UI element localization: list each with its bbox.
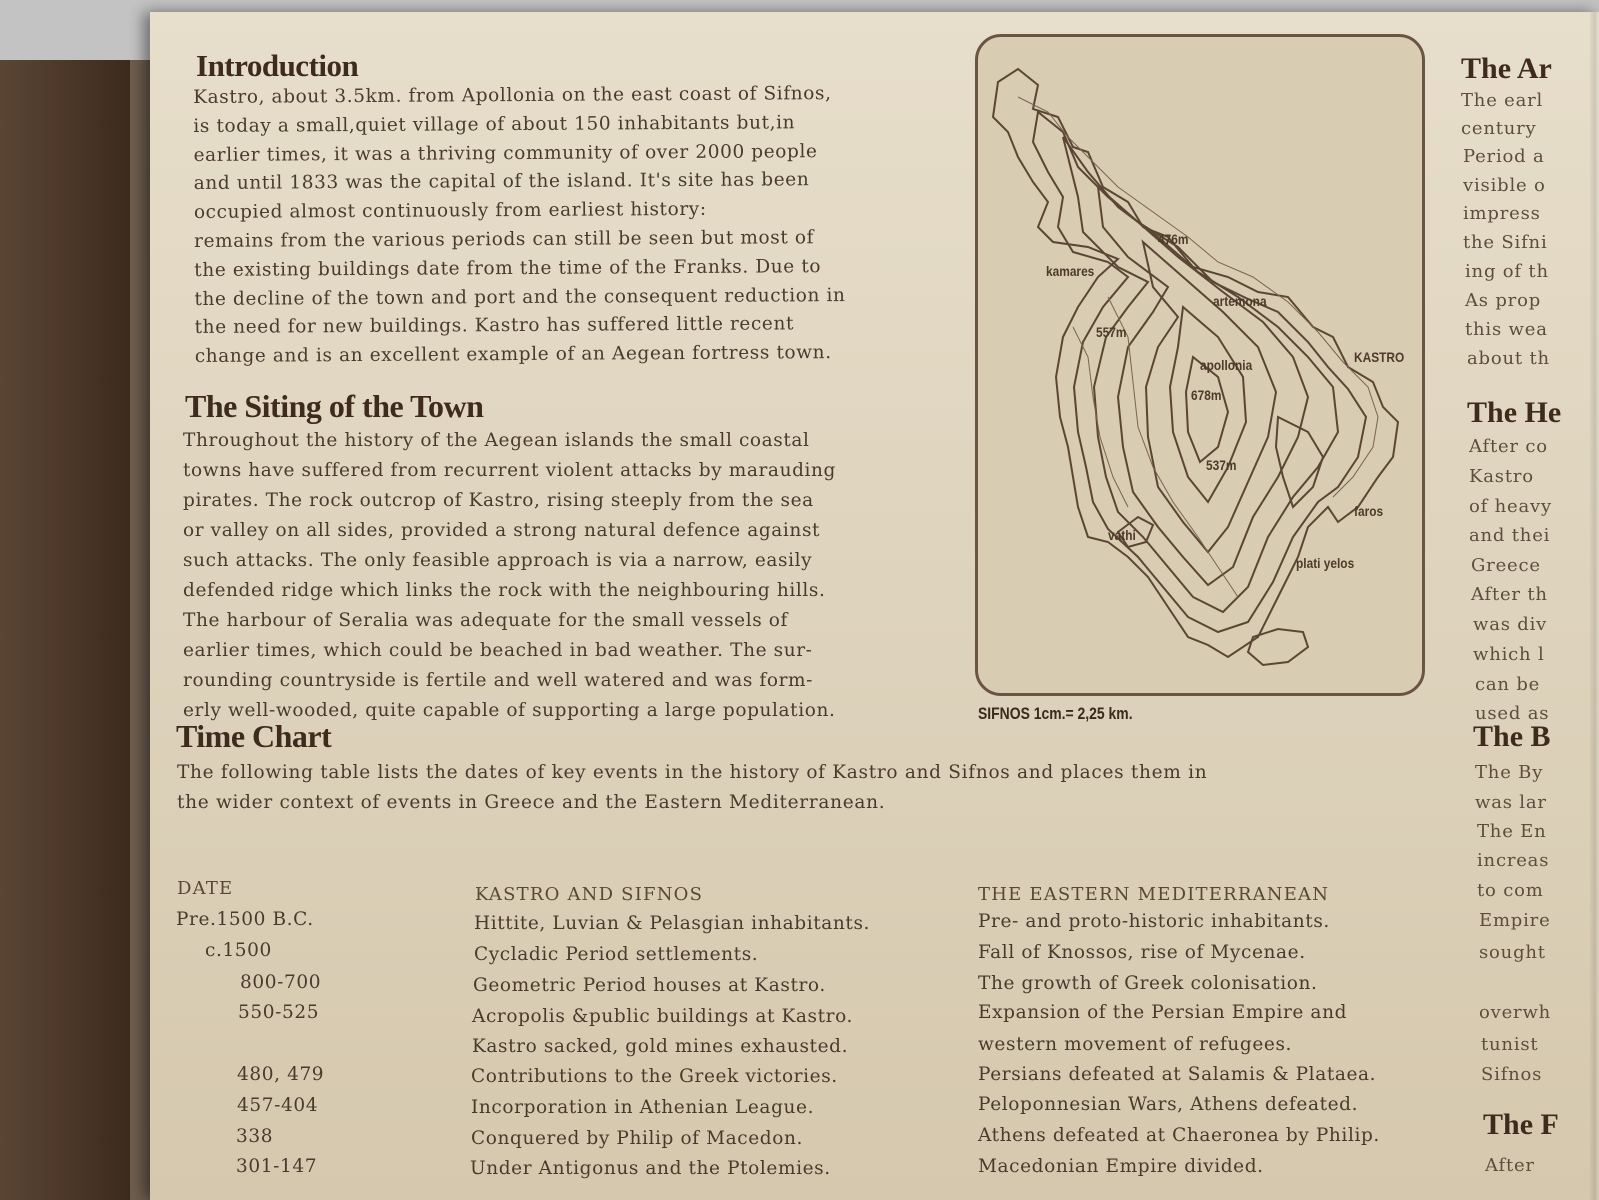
row-med: Athens defeated at Chaeronea by Philip. — [978, 1125, 1380, 1146]
siting-line: pirates. The rock outcrop of Kastro, rising steeply from the sea — [183, 490, 814, 511]
row-med: Expansion of the Persian Empire and — [978, 1002, 1348, 1023]
row-kastro: Acropolis &public buildings at Kastro. — [472, 1006, 853, 1027]
map-label-476m: 476m — [1158, 231, 1189, 247]
right-line: impress — [1463, 203, 1541, 224]
map-label-kastro: KASTRO — [1354, 349, 1405, 365]
right-panel — [1455, 0, 1599, 1200]
row-kastro: Conquered by Philip of Macedon. — [471, 1128, 803, 1149]
right-heading: The B — [1473, 720, 1551, 753]
row-med: Fall of Knossos, rise of Mycenae. — [978, 942, 1306, 963]
right-line: Period a — [1463, 146, 1545, 167]
right-line: the Sifni — [1463, 232, 1548, 253]
intro-line: the decline of the town and port and the consequent reduction in — [194, 284, 846, 310]
right-line: overwh — [1479, 1002, 1552, 1023]
right-line: The earl — [1461, 90, 1544, 111]
intro-heading: Introduction — [196, 48, 359, 83]
right-line: and thei — [1469, 525, 1551, 546]
intro-line: Kastro, about 3.5km. from Apollonia on the east coast of Sifnos, — [193, 83, 832, 108]
intro-line: earlier times, it was a thriving community of over 2000 people — [193, 140, 818, 166]
map-label-vathi: vathi — [1108, 527, 1136, 543]
row-date: 338 — [236, 1126, 274, 1147]
intro-line: change and is an excellent example of an Aegean fortress town. — [194, 342, 832, 368]
column-header-kastro: KASTRO AND SIFNOS — [475, 884, 704, 905]
background-cover — [0, 60, 130, 1200]
intro-line: occupied almost continuously from earliest history: — [193, 199, 707, 224]
map-label-plati-yelos: plati yelos — [1296, 555, 1355, 571]
siting-line: such attacks. The only feasible approach is via a narrow, easily — [183, 550, 813, 571]
row-kastro: Geometric Period houses at Kastro. — [473, 975, 826, 996]
siting-line: earlier times, which could be beached in bad weather. The sur- — [183, 640, 813, 661]
row-kastro: Kastro sacked, gold mines exhausted. — [472, 1036, 849, 1057]
map-label-557m: 557m — [1096, 324, 1127, 340]
row-kastro: Cycladic Period settlements. — [474, 944, 759, 965]
right-line: Kastro — [1469, 466, 1534, 487]
right-line: of heavy — [1469, 496, 1552, 517]
right-line: increas — [1477, 850, 1550, 871]
map-label-537m: 537m — [1206, 457, 1237, 473]
right-line: was div — [1473, 614, 1548, 635]
right-line: about th — [1467, 348, 1550, 369]
timechart-heading: Time Chart — [176, 718, 332, 754]
right-line: tunist — [1481, 1034, 1539, 1055]
right-line: used as — [1475, 703, 1550, 724]
row-med: western movement of refugees. — [978, 1034, 1293, 1055]
right-line: which l — [1473, 644, 1545, 665]
row-date: 550-525 — [238, 1002, 320, 1023]
contour-line — [1098, 187, 1308, 585]
map-label-faros: faros — [1354, 503, 1384, 519]
right-line: century — [1461, 118, 1537, 139]
intro-line: the existing buildings date from the time of the Franks. Due to — [194, 255, 822, 281]
map-label-kamares: kamares — [1046, 263, 1095, 279]
row-date: 800-700 — [240, 972, 322, 993]
right-line: After th — [1471, 584, 1548, 605]
row-med: Macedonian Empire divided. — [978, 1156, 1264, 1177]
row-kastro: Under Antigonus and the Ptolemies. — [470, 1158, 831, 1179]
intro-line: and until 1833 was the capital of the island. It's site has been — [193, 169, 810, 195]
row-med: Pre- and proto-historic inhabitants. — [978, 911, 1330, 932]
map-caption: SIFNOS 1cm.= 2,25 km. — [978, 704, 1133, 723]
row-med: Peloponnesian Wars, Athens defeated. — [978, 1094, 1359, 1115]
right-heading: The F — [1483, 1108, 1559, 1141]
column-header-mediterranean: THE EASTERN MEDITERRANEAN — [978, 884, 1330, 905]
right-line: ing of th — [1465, 261, 1549, 282]
right-line: Sifnos — [1481, 1064, 1543, 1085]
contour-line — [1018, 97, 1378, 497]
right-line: this wea — [1465, 319, 1548, 340]
right-line: Empire — [1479, 910, 1551, 931]
right-line: can be — [1475, 674, 1541, 695]
right-line: After co — [1469, 436, 1548, 457]
right-line: visible o — [1463, 175, 1546, 196]
siting-line: The harbour of Seralia was adequate for the small vessels of — [183, 610, 788, 631]
siting-line: rounding countryside is fertile and well watered and was form- — [183, 670, 814, 691]
timechart-intro-line: the wider context of events in Greece and the Eastern Mediterranean. — [177, 792, 886, 813]
row-date: c.1500 — [205, 940, 272, 961]
siting-line: towns have suffered from recurrent violent attacks by marauding — [183, 460, 836, 481]
sifnos-map — [975, 34, 1425, 696]
row-kastro: Incorporation in Athenian League. — [471, 1097, 815, 1118]
siting-line: defended ridge which links the rock with the neighbouring hills. — [183, 580, 826, 601]
siting-paragraph — [183, 426, 836, 726]
row-med: Persians defeated at Salamis & Plataea. — [978, 1064, 1377, 1085]
right-line: The En — [1477, 821, 1547, 842]
right-line: As prop — [1465, 290, 1542, 311]
right-line: to com — [1477, 880, 1544, 901]
right-line: Greece — [1471, 555, 1541, 576]
intro-line: the need for new buildings. Kastro has suffered little recent — [194, 313, 795, 339]
intro-line: is today a small,quiet village of about 150 inhabitants but,in — [193, 112, 796, 137]
siting-heading: The Siting of the Town — [185, 388, 484, 424]
map-label-apollonia: apollonia — [1200, 357, 1253, 373]
islet — [1248, 629, 1308, 665]
timechart-intro-line: The following table lists the dates of key events in the history of Kastro and Sifnos and places them in — [177, 762, 1208, 783]
row-date: Pre.1500 B.C. — [176, 909, 314, 930]
siting-line: erly well-wooded, quite capable of supporting a large population. — [183, 700, 836, 721]
timechart-intro — [177, 758, 1207, 818]
siting-line: Throughout the history of the Aegean islands the small coastal — [183, 430, 810, 451]
row-date: 301-147 — [236, 1156, 318, 1177]
row-date: 480, 479 — [237, 1064, 325, 1085]
row-med: The growth of Greek colonisation. — [978, 973, 1318, 994]
row-kastro: Contributions to the Greek victories. — [471, 1066, 838, 1087]
right-heading: The Ar — [1461, 52, 1552, 85]
right-line: was lar — [1475, 792, 1547, 813]
row-kastro: Hittite, Luvian & Pelasgian inhabitants. — [474, 913, 871, 934]
right-line: The By — [1475, 762, 1544, 783]
map-label-artemona: artemona — [1213, 293, 1267, 309]
right-heading: The He — [1467, 396, 1562, 429]
intro-paragraph — [193, 80, 846, 372]
right-line: After — [1485, 1155, 1535, 1176]
column-header-date: DATE — [177, 878, 234, 899]
intro-line: remains from the various periods can still be seen but most of — [194, 227, 815, 252]
siting-line: or valley on all sides, provided a strong natural defence against — [183, 520, 821, 541]
right-line: sought — [1479, 942, 1546, 963]
map-label-678m: 678m — [1191, 387, 1222, 403]
row-date: 457-404 — [237, 1095, 319, 1116]
